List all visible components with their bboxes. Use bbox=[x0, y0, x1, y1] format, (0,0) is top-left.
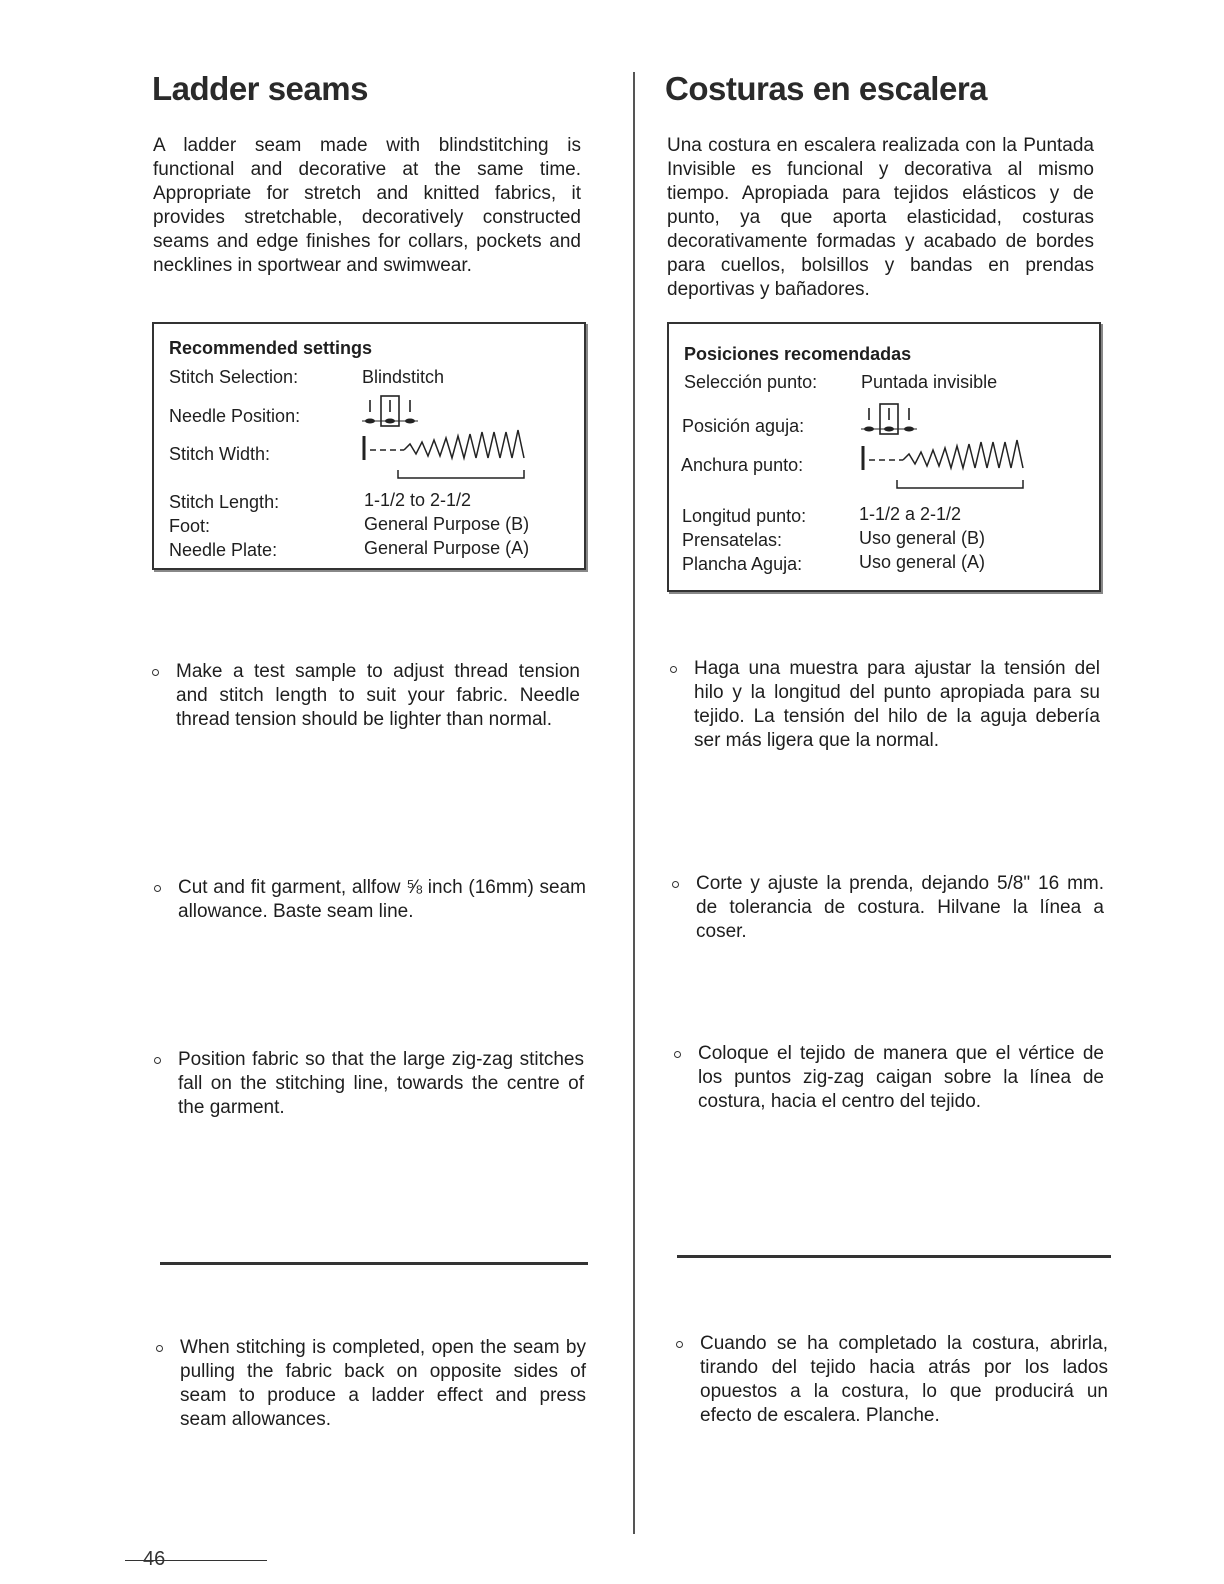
instruction-step-spanish-1 bbox=[694, 657, 1100, 753]
needle-plate-value: General Purpose (A) bbox=[364, 538, 530, 558]
stitch-width-icon bbox=[859, 436, 1029, 492]
posiciones-recomendadas-box bbox=[667, 322, 1101, 592]
recommended-settings-box bbox=[152, 322, 586, 570]
needle-position-icon bbox=[859, 402, 919, 440]
stitch-length-label: Stitch Length: bbox=[169, 492, 280, 512]
bullet-icon bbox=[152, 669, 159, 676]
stitch-length-value: 1-1/2 to 2-1/2 bbox=[364, 490, 472, 510]
needle-plate-label: Needle Plate: bbox=[169, 540, 278, 560]
bullet-icon bbox=[676, 1341, 683, 1348]
stitch-length-label: Longitud punto: bbox=[682, 506, 807, 526]
needle-position-label: Needle Position: bbox=[169, 406, 301, 426]
instruction-step-spanish-2 bbox=[696, 872, 1104, 944]
instruction-step-spanish-3 bbox=[698, 1042, 1104, 1114]
section-rule-spanish bbox=[677, 1255, 1111, 1258]
instruction-step-spanish-4 bbox=[700, 1332, 1108, 1428]
instruction-step-english-1 bbox=[176, 660, 580, 732]
stitch-width-icon bbox=[360, 426, 530, 482]
bullet-icon bbox=[670, 666, 677, 673]
column-divider bbox=[633, 72, 635, 1534]
foot-value: Uso general (B) bbox=[859, 528, 986, 548]
foot-label: Foot: bbox=[169, 516, 211, 536]
instruction-step-english-4 bbox=[180, 1336, 586, 1432]
needle-plate-label: Plancha Aguja: bbox=[682, 554, 803, 574]
foot-value: General Purpose (B) bbox=[364, 514, 530, 534]
stitch-selection-label: Selección punto: bbox=[684, 372, 818, 392]
step-text: Haga una muestra para ajustar la tensión del hilo y la longitud del punto apropiada para su tejido. La tensión del hilo de la aguja debería ser más ligera que la normal. bbox=[694, 658, 1100, 751]
foot-label: Prensatelas: bbox=[682, 530, 783, 550]
needle-plate-value: Uso general (A) bbox=[859, 552, 986, 572]
step-text: Make a test sample to adjust thread tension and stitch length to suit your fabric. Needle thread tension should be lighter than normal. bbox=[176, 661, 580, 730]
needle-position-label: Posición aguja: bbox=[682, 416, 805, 436]
section-rule-english bbox=[160, 1262, 588, 1265]
intro-paragraph-english: A ladder seam made with blindstitching is functional and decorative at the same time. Appropriate for stretch and knitted fabrics, it provides stretchable, decoratively constructed seams and edge finishes for collars, pockets and necklines in sportwear and swimwear. bbox=[153, 135, 581, 276]
stitch-selection-label: Stitch Selection: bbox=[169, 367, 299, 387]
page-number-rule bbox=[125, 1560, 267, 1561]
stitch-width-label: Stitch Width: bbox=[169, 444, 271, 464]
stitch-length-value: 1-1/2 a 2-1/2 bbox=[859, 504, 962, 524]
bullet-icon bbox=[156, 1345, 163, 1352]
settings-heading: Posiciones recomendadas bbox=[684, 344, 912, 364]
page-title-spanish: Costuras en escalera bbox=[665, 70, 988, 107]
step-text: Position fabric so that the large zig-zag stitches fall on the stitching line, towards the centre of the garment. bbox=[178, 1049, 584, 1118]
stitch-selection-value: Puntada invisible bbox=[861, 372, 998, 392]
stitch-width-label: Anchura punto: bbox=[681, 455, 804, 475]
instruction-step-english-2 bbox=[178, 876, 586, 924]
page-title-english: Ladder seams bbox=[152, 70, 368, 107]
page-number: 46 bbox=[143, 1548, 166, 1570]
step-text: When stitching is completed, open the seam by pulling the fabric back on opposite sides of seam to produce a ladder effect and press seam allowances. bbox=[180, 1337, 586, 1430]
step-text: Coloque el tejido de manera que el vértice de los puntos zig-zag caigan sobre la línea de costura, hacia el centro del tejido. bbox=[698, 1043, 1104, 1112]
bullet-icon bbox=[154, 885, 161, 892]
stitch-selection-value: Blindstitch bbox=[362, 367, 445, 387]
intro-paragraph-spanish: Una costura en escalera realizada con la Puntada Invisible es funcional y decorativa al mismo tiempo. Apropiada para tejidos elásticos y de punto, ya que aporta elasticidad, costuras decorativamente formadas y acabado de bordes para cuellos, bolsillos y bandas en prendas deportivas y bañadores. bbox=[667, 135, 1094, 300]
settings-heading: Recommended settings bbox=[169, 338, 373, 358]
bullet-icon bbox=[674, 1051, 681, 1058]
instruction-step-english-3 bbox=[178, 1048, 584, 1120]
step-text: Cut and fit garment, allfow ⅝ inch (16mm) seam allowance. Baste seam line. bbox=[178, 877, 586, 922]
bullet-icon bbox=[672, 881, 679, 888]
step-text: Cuando se ha completado la costura, abrirla, tirando del tejido hacia atrás por los lados opuestos a la costura, lo que producirá un efecto de escalera. Planche. bbox=[700, 1333, 1108, 1426]
step-text: Corte y ajuste la prenda, dejando 5/8" 16 mm. de tolerancia de costura. Hilvane la línea a coser. bbox=[696, 873, 1104, 942]
bullet-icon bbox=[154, 1057, 161, 1064]
